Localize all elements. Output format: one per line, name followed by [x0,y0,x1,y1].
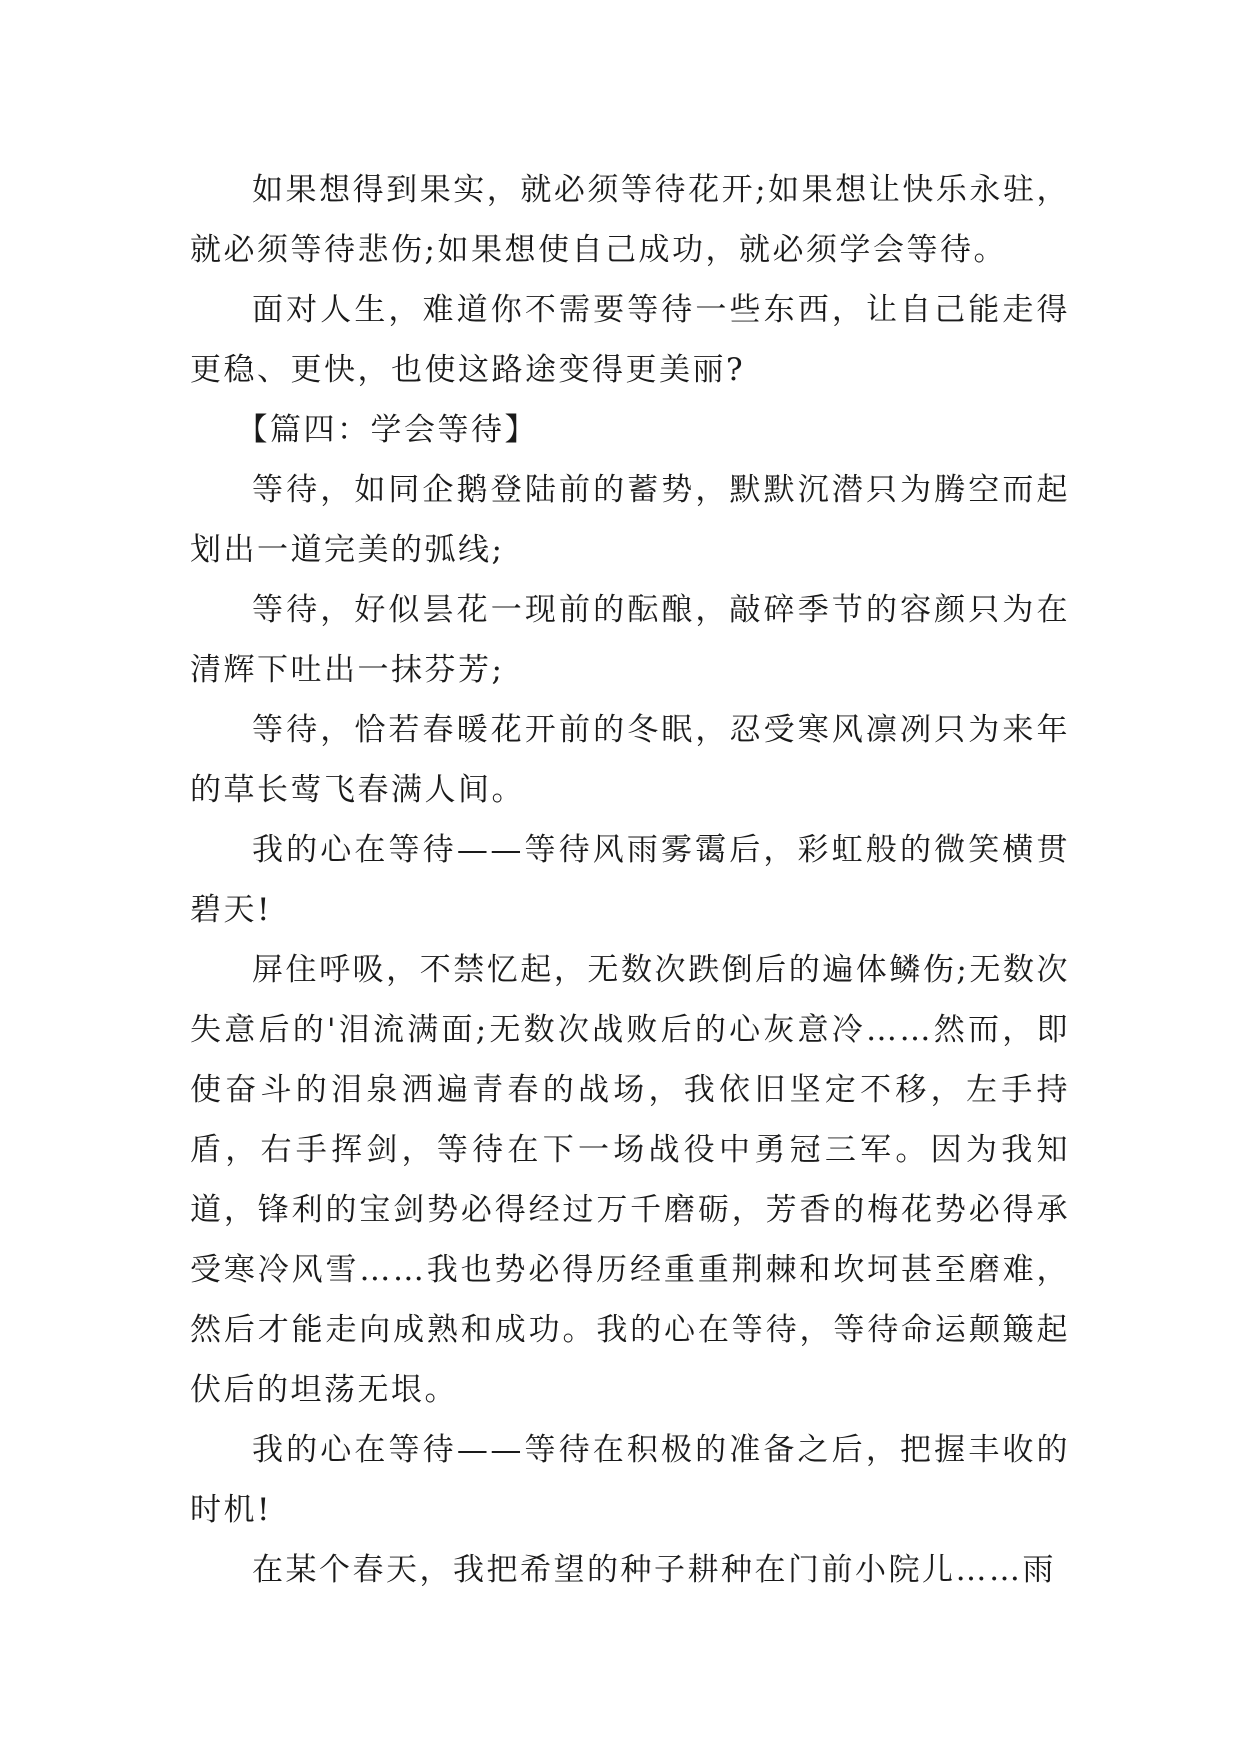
paragraph: 等待，如同企鹅登陆前的蓄势，默默沉潜只为腾空而起划出一道完美的弧线; [190,472,1070,568]
paragraph: 我的心在等待——等待在积极的准备之后，把握丰收的时机! [190,1432,1070,1528]
section-heading: 【篇四：学会等待】 [236,412,538,448]
document-body [190,160,1070,1600]
paragraph: 屏住呼吸，不禁忆起，无数次跌倒后的遍体鳞伤;无数次失意后的'泪流满面;无数次战败后的心灰意冷……然而，即使奋斗的泪泉洒遍青春的战场，我依旧坚定不移，左手持盾，右手挥剑，等待在下一场战役中勇冠三军。因为我知道，锋利的宝剑势必得经过万千磨砺，芳香的梅花势必得承受寒冷风雪……我也势必得历经重重荆棘和坎坷甚至磨难，然后才能走向成熟和成功。我的心在等待，等待命运颠簸起伏后的坦荡无垠。 [190,952,1070,1408]
paragraph: 我的心在等待——等待风雨雾霭后，彩虹般的微笑横贯碧天! [190,832,1070,928]
paragraph: 在某个春天，我把希望的种子耕种在门前小院儿……雨 [252,1552,1056,1588]
paragraph: 如果想得到果实，就必须等待花开;如果想让快乐永驻，就必须等待悲伤;如果想使自己成功，就必须学会等待。 [190,172,1070,268]
paragraph: 面对人生，难道你不需要等待一些东西，让自己能走得更稳、更快，也使这路途变得更美丽? [190,292,1070,388]
paragraph: 等待，好似昙花一现前的酝酿，敲碎季节的容颜只为在清辉下吐出一抹芬芳; [190,592,1070,688]
paragraph: 等待，恰若春暖花开前的冬眠，忍受寒风凛冽只为来年的草长莺飞春满人间。 [190,712,1070,808]
